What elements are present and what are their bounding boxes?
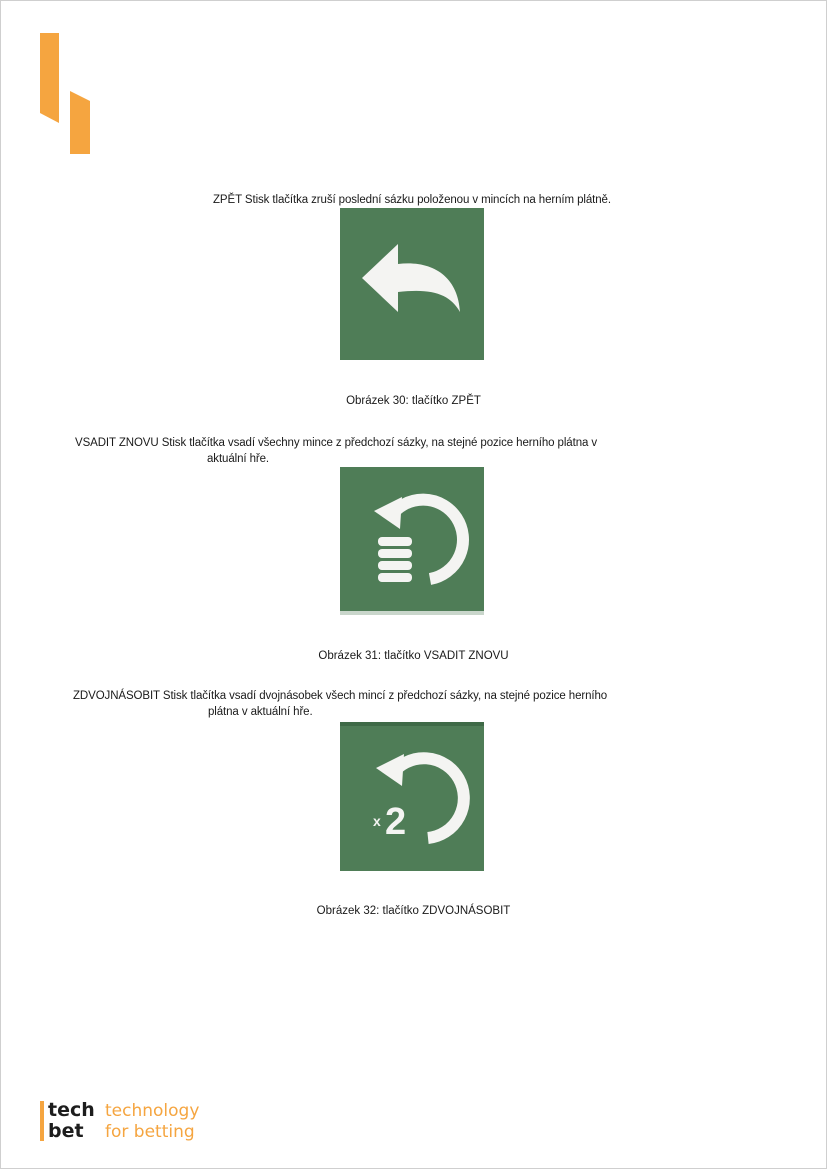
vsadit-znovu-text-line2: aktuální hře. bbox=[207, 453, 269, 465]
brand-tag-for-betting: for betting bbox=[105, 1122, 195, 1142]
undo-arrow-icon bbox=[340, 208, 484, 360]
figure-32-caption: Obrázek 32: tlačítko ZDVOJNÁSOBIT bbox=[316, 905, 511, 917]
zpet-term: ZPĚT bbox=[213, 194, 242, 206]
techbet-footer-logo bbox=[40, 1098, 240, 1148]
double-bet-icon bbox=[340, 722, 484, 871]
zdvojnasobit-description bbox=[73, 688, 673, 720]
zpet-description bbox=[213, 192, 611, 208]
brand-word-tech: tech bbox=[48, 1099, 95, 1121]
vsadit-znovu-description bbox=[75, 435, 675, 467]
vsadit-znovu-text-line1: Stisk tlačítka vsadí všechny mince z předchozí sázky, na stejné pozice herního plátna v bbox=[161, 437, 598, 449]
double-bet-prefix: x bbox=[373, 813, 381, 829]
brand-word-bet: bet bbox=[48, 1120, 84, 1142]
corner-logo-icon bbox=[40, 33, 92, 155]
vsadit-znovu-button-figure bbox=[340, 467, 484, 615]
zdvojnasobit-text-line1: Stisk tlačítka vsadí dvojnásobek všech mincí z předchozí sázky, na stejné pozice herního bbox=[162, 690, 608, 702]
zdvojnasobit-term: ZDVOJNÁSOBIT bbox=[73, 690, 160, 702]
zpet-button-figure bbox=[340, 208, 484, 360]
zdvojnasobit-button-figure bbox=[340, 722, 484, 871]
figure-31-caption: Obrázek 31: tlačítko VSADIT ZNOVU bbox=[318, 650, 509, 662]
vsadit-znovu-term: VSADIT ZNOVU bbox=[75, 437, 159, 449]
rebet-coins-icon bbox=[340, 467, 484, 615]
figure-30-caption: Obrázek 30: tlačítko ZPĚT bbox=[346, 395, 481, 407]
double-bet-label: 2 bbox=[385, 801, 407, 843]
brand-tag-technology: technology bbox=[105, 1101, 200, 1121]
brand-accent-bar bbox=[40, 1101, 44, 1141]
zdvojnasobit-text-line2: plátna v aktuální hře. bbox=[208, 706, 313, 718]
zpet-text: Stisk tlačítka zruší poslední sázku položenou v mincích na herním plátně. bbox=[244, 194, 611, 206]
